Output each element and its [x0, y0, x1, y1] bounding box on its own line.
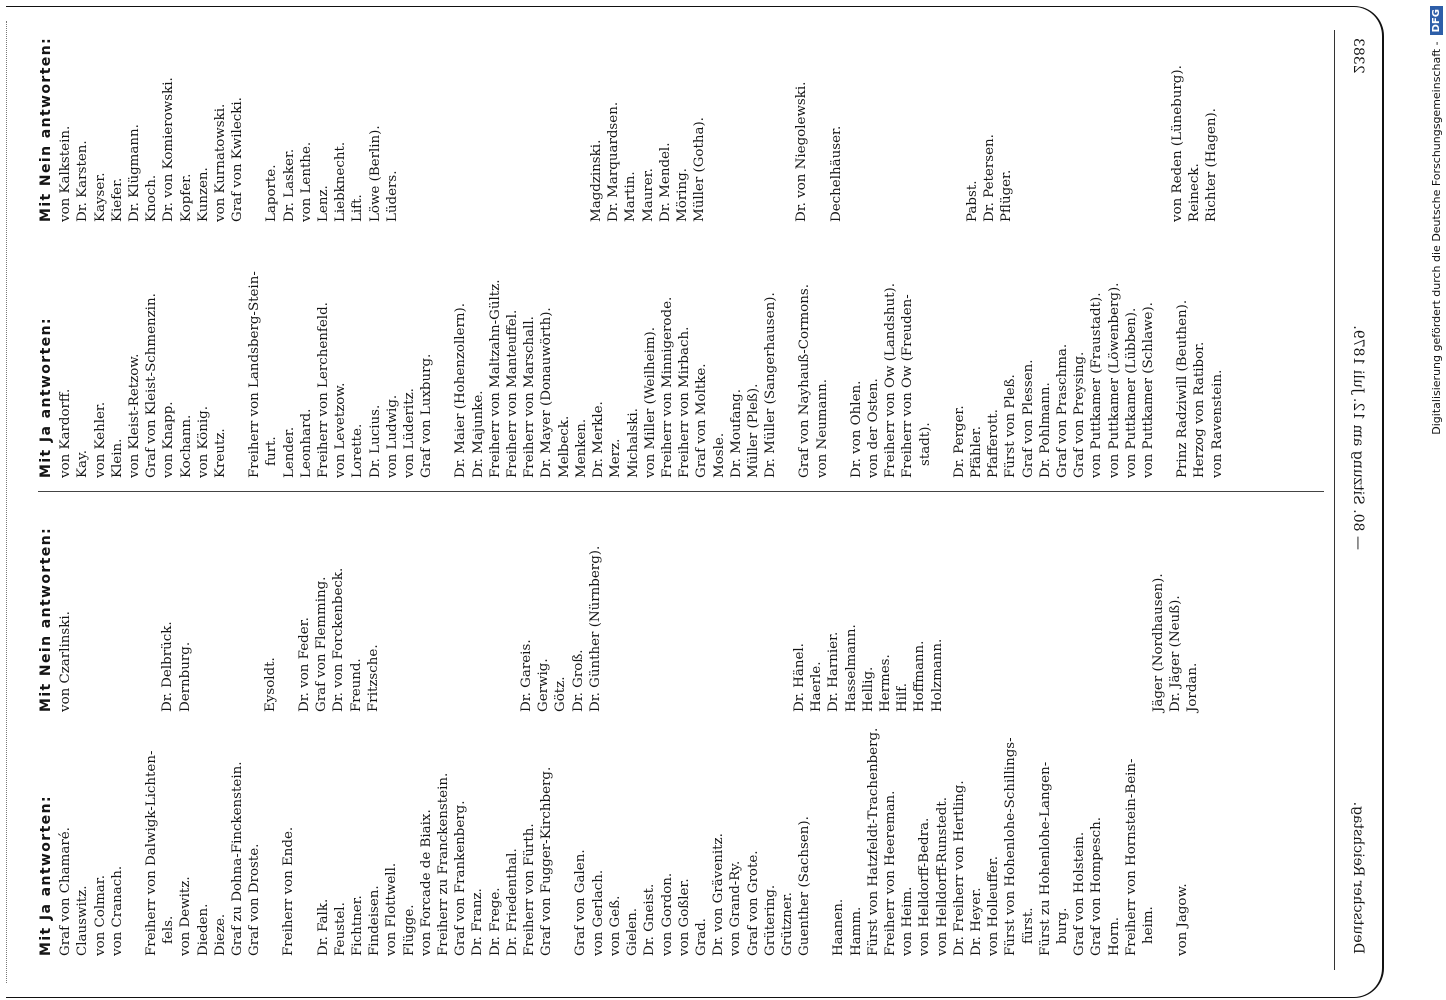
member-name: Merz. — [608, 438, 624, 478]
member-name: von Gerlach. — [590, 869, 606, 956]
member-name: Grad. — [693, 918, 709, 956]
member-name: Maurer. — [640, 168, 656, 222]
member-name: Dr. Gneist. — [642, 883, 658, 956]
member-name: Freiherr von Landsberg-Stein- — [247, 271, 263, 478]
member-name: Dr. Klügmann. — [127, 124, 143, 222]
member-name: Freiherr von Heereman. — [882, 790, 898, 956]
member-name: Dr. von Ohlen. — [848, 380, 864, 478]
member-name: Graf von Praschma. — [1054, 343, 1070, 478]
member-name: Pabst. — [964, 180, 980, 222]
member-name: Dr. Friedenthal. — [504, 848, 520, 956]
member-name: Freiherr von Manteuffel. — [505, 309, 521, 478]
member-name: von Lenthe. — [298, 141, 314, 222]
member-name: Graf von Droste. — [247, 843, 263, 956]
member-name: Jordan. — [1185, 662, 1201, 712]
header-journal-title: Deutscher Reichstag. — [1350, 801, 1366, 954]
member-name: Pfähler. — [968, 426, 984, 478]
member-name: Dr. Franz. — [470, 888, 486, 956]
member-name: Gielen. — [625, 908, 641, 956]
member-name: von Kardorff. — [58, 388, 74, 478]
member-name: Fürst von Pleß. — [1003, 374, 1019, 478]
member-name: Klein. — [109, 438, 125, 478]
dfg-credit — [1426, 6, 1446, 996]
member-name: von Goßler. — [676, 878, 692, 956]
dfg-logo: DFG — [1430, 6, 1443, 35]
member-name: Clauswitz. — [75, 885, 91, 956]
member-name: Dr. Marquardsen. — [606, 101, 622, 222]
member-name: von Lüderitz. — [402, 388, 418, 478]
member-name: Martin. — [623, 171, 639, 222]
member-name: Graf von Plessen. — [1020, 359, 1036, 478]
member-name: Graf von Preysing. — [1072, 351, 1088, 478]
member-name: Hermes. — [878, 654, 894, 712]
member-name: Haanen. — [831, 898, 847, 956]
member-name: Freiherr von Marschall. — [522, 316, 538, 478]
member-name: Dr. Heyer. — [968, 887, 984, 956]
member-name: burg. — [1054, 907, 1070, 944]
member-name: Dr. Maier (Hohenzollern). — [453, 303, 469, 478]
member-name: von Puttkamer (Lübben). — [1123, 307, 1139, 478]
member-name: Menken. — [573, 418, 589, 478]
member-name: von Gordon. — [659, 872, 675, 956]
member-name: von Kurnatowski. — [213, 103, 229, 222]
member-name: Dr. Falk. — [315, 898, 331, 956]
member-name: Haerle. — [809, 661, 825, 712]
member-name: Hamm. — [848, 906, 864, 956]
column-yes-2 — [38, 271, 1324, 478]
member-name: Dr. Frege. — [487, 887, 503, 956]
member-name: Dr. Hänel. — [792, 643, 808, 712]
member-name: Prinz Radziwill (Beuthen). — [1175, 299, 1191, 478]
header-rule — [1334, 30, 1335, 970]
member-name: Grütering. — [762, 884, 778, 956]
member-name: Eysoldt. — [262, 657, 278, 712]
member-name: Hellig. — [860, 666, 876, 712]
member-name: Graf von Grote. — [745, 850, 761, 956]
member-name: Dernburg. — [177, 641, 193, 712]
member-name: Pflüger. — [999, 169, 1015, 222]
member-name: Dieze. — [212, 913, 228, 956]
member-name: Dr. Müller (Sangerhausen). — [763, 292, 779, 478]
member-name: Graf von Luxburg. — [419, 353, 435, 478]
member-name: Dr. Petersen. — [982, 134, 998, 222]
member-name: Flügge. — [401, 904, 417, 956]
vote-columns — [38, 32, 1324, 956]
member-name: Fürst zu Hohenlohe-Langen- — [1037, 761, 1053, 956]
member-name: Graf von Hompesch. — [1089, 817, 1105, 956]
member-name: Laporte. — [264, 164, 280, 222]
member-name: Kayser. — [92, 172, 108, 222]
member-name: Lenz. — [316, 185, 332, 222]
member-name: Dechelhäuser. — [828, 125, 844, 222]
member-name: von Helldorff-Runstedt. — [934, 797, 950, 956]
member-name: von Holleuffer. — [986, 856, 1002, 956]
member-name: Grützner. — [779, 892, 795, 956]
member-name: Dr. Gareis. — [519, 639, 535, 712]
member-name: Dr. von Forckenbeck. — [331, 567, 347, 712]
member-name: von Puttkamer (Löwenberg). — [1106, 282, 1122, 478]
member-name: Mosle. — [711, 432, 727, 478]
member-name: von Jagow. — [1175, 883, 1191, 956]
member-name: Reineck. — [1186, 163, 1202, 222]
member-name: Dr. Günther (Nürnberg). — [587, 545, 603, 712]
member-name: Feustel. — [332, 902, 348, 956]
member-name: Gerwig. — [536, 658, 552, 712]
member-name: von Miller (Weilheim). — [642, 326, 658, 478]
member-name: Möring. — [675, 168, 691, 222]
member-name: von Dewitz. — [178, 876, 194, 956]
member-name: Herzog von Ratibor. — [1192, 341, 1208, 478]
member-name: Lorette. — [350, 423, 366, 478]
member-name: von Geß. — [607, 895, 623, 956]
member-name: Lender. — [281, 426, 297, 478]
member-name: Freiherr von Lerchenfeld. — [316, 302, 332, 478]
member-name: Dieden. — [195, 903, 211, 956]
member-name: Dr. von Niegolewski. — [794, 81, 810, 222]
member-name: Freiherr von Mirbach. — [677, 326, 693, 478]
member-name: von Reden (Lüneburg). — [1169, 65, 1185, 222]
member-name: Dr. von Komierowski. — [161, 77, 177, 222]
member-name: Graf von Flemming. — [314, 576, 330, 712]
member-name: Fritzsche. — [365, 644, 381, 712]
member-name: von König. — [195, 406, 211, 478]
member-name: von Kalkstein. — [58, 125, 74, 222]
member-name: Graf von Holstein. — [1072, 831, 1088, 956]
member-name: von Puttkamer (Schlawe). — [1140, 302, 1156, 478]
member-name: Müller (Gotha). — [692, 117, 708, 222]
member-name: von Levetzow. — [333, 382, 349, 478]
member-name: von Puttkamer (Fraustadt). — [1089, 292, 1105, 478]
member-name: Freiherr von Maltzahn-Gültz. — [487, 279, 503, 478]
member-name: Kopfer. — [178, 173, 194, 222]
member-name: Fürst von Hatzfeldt-Trachenberg. — [865, 727, 881, 956]
member-name: Kochann. — [178, 414, 194, 478]
member-name: von Forcade de Biaix. — [418, 809, 434, 956]
page-content — [28, 0, 1398, 1000]
member-name: Hoffmann. — [912, 640, 928, 712]
column-heading: Mit Ja antworten: — [38, 317, 54, 478]
member-name: Hasselmann. — [843, 624, 859, 712]
member-name: Graf von Chamaré. — [58, 827, 74, 956]
member-name: Kunzen. — [195, 167, 211, 222]
member-name: Müller (Pleß). — [745, 383, 761, 478]
member-name: Dr. Delbrück. — [160, 621, 176, 712]
member-name: Dr. Mayer (Donauwörth). — [539, 307, 555, 478]
member-name: Freiherr von Ow (Freuden- — [900, 294, 916, 478]
member-name: Freiherr von Dalwigk-Lichten- — [144, 750, 160, 956]
member-name: von Kleist-Retzow. — [127, 353, 143, 478]
member-name: von Grand-Ry. — [728, 860, 744, 956]
member-name: Graf von Fugger-Kirchberg. — [539, 766, 555, 956]
member-name: Freiherr von Ow (Landshut). — [883, 283, 899, 478]
column-heading: Mit Ja antworten: — [38, 795, 54, 956]
member-name: Jäger (Nordhausen). — [1150, 573, 1166, 712]
column-yes-1 — [38, 728, 1324, 956]
member-name: Leonhard. — [298, 408, 314, 478]
member-name: Dr. Merkle. — [591, 401, 607, 478]
member-name: Dr. von Feder. — [297, 617, 313, 712]
member-name: Lift. — [350, 194, 366, 222]
member-name: von Flottwell. — [384, 862, 400, 956]
member-name: von Neumann. — [814, 379, 830, 478]
member-name: furt. — [264, 436, 280, 466]
column-heading: Mit Nein antworten: — [38, 526, 54, 712]
member-name: Götz. — [553, 676, 569, 712]
member-name: Freiherr zu Franckenstein. — [436, 772, 452, 956]
member-name: von Ludwig. — [384, 394, 400, 478]
page-header — [1344, 38, 1366, 954]
member-name: Dr. Lucius. — [367, 404, 383, 478]
column-heading: Mit Nein antworten: — [38, 36, 54, 222]
member-name: Holzmann. — [929, 638, 945, 712]
member-name: von Ravenstein. — [1209, 369, 1225, 478]
member-name: Freiherr von Fürth. — [522, 823, 538, 956]
member-name: Freiherr von Ende. — [281, 826, 297, 956]
column-no-1 — [38, 527, 1324, 712]
column-divider — [38, 491, 1324, 492]
member-name: Dr. Karsten. — [75, 140, 91, 222]
member-name: Melbeck. — [556, 415, 572, 478]
member-name: Dr. Pohlmann. — [1037, 382, 1053, 478]
member-name: fels. — [161, 915, 177, 944]
member-name: Hilf. — [895, 683, 911, 712]
column-no-2 — [38, 37, 1324, 222]
header-session: — 80. Sitzung am 12. Juli 1879. — [1350, 325, 1366, 550]
member-name: Kreutz. — [213, 428, 229, 478]
member-name: Liebknecht. — [333, 141, 349, 222]
member-name: Dr. Lasker. — [281, 148, 297, 222]
member-name: fürst. — [1020, 907, 1036, 944]
member-name: Graf von Galen. — [573, 849, 589, 956]
member-name: Fürst von Hohenlohe-Schillings- — [1003, 737, 1019, 956]
member-name: Dr. Jäger (Neuß). — [1168, 595, 1184, 712]
member-name: Graf zu Dohna-Finckenstein. — [230, 761, 246, 956]
member-name: Findeisen. — [367, 885, 383, 956]
member-name: Dr. Moufang. — [728, 389, 744, 478]
dfg-credit-strip — [1404, 6, 1443, 996]
member-name: Fichtner. — [350, 895, 366, 956]
dfg-credit-text: Digitalisierung gefördert durch die Deutsche Forschungsgemeinschaft - — [1429, 41, 1443, 435]
member-name: von Cranach. — [109, 865, 125, 956]
member-name: von Heim. — [900, 886, 916, 956]
member-name: Dr. Mendel. — [657, 142, 673, 222]
member-name: Richter (Hagen). — [1203, 108, 1219, 222]
member-name: Knoch. — [144, 174, 160, 222]
member-name: Freiherr von Hornstein-Bein- — [1123, 758, 1139, 956]
member-name: Guenther (Sachsen). — [797, 816, 813, 956]
member-name: Graf von Nayhauß-Cormons. — [797, 284, 813, 478]
member-name: von der Osten. — [865, 378, 881, 478]
member-name: Dr. Freiherr von Hertling. — [951, 780, 967, 956]
member-name: Freund. — [348, 658, 364, 712]
member-name: von Knapp. — [161, 401, 177, 478]
member-name: Dr. Harnier. — [826, 631, 842, 712]
member-name: Graf von Moltke. — [694, 363, 710, 478]
member-name: von Czarlinski. — [58, 611, 74, 712]
member-name: Magdzinski. — [589, 139, 605, 222]
member-name: Lüders. — [384, 170, 400, 222]
member-name: Kiefer. — [109, 177, 125, 222]
member-name: Dr. von Grävenitz. — [711, 833, 727, 956]
member-name: von Helldorff-Bedra. — [917, 817, 933, 956]
member-name: Graf von Kwilecki. — [230, 97, 246, 222]
member-name: Michalski. — [625, 408, 641, 478]
member-name: Dr. Majunke. — [470, 390, 486, 478]
member-name: Horn. — [1106, 916, 1122, 956]
member-name: von Colmar. — [92, 875, 108, 956]
page-number: 2383 — [1350, 38, 1366, 74]
member-name: Graf von Frankenberg. — [453, 800, 469, 956]
member-name: Dr. Perger. — [951, 405, 967, 478]
member-name: Kay. — [75, 449, 91, 478]
rotated-page — [28, 0, 1398, 1000]
member-name: Dr. Groß. — [570, 649, 586, 712]
member-name: heim. — [1140, 906, 1156, 944]
member-name: Löwe (Berlin). — [367, 125, 383, 222]
member-name: Graf von Kleist-Schmenzin. — [144, 293, 160, 478]
member-name: stadt). — [917, 422, 933, 466]
member-name: von Kehler. — [92, 401, 108, 478]
member-name: Freiherr von Minnigerode. — [659, 296, 675, 478]
member-name: Pfafferott. — [986, 409, 1002, 478]
